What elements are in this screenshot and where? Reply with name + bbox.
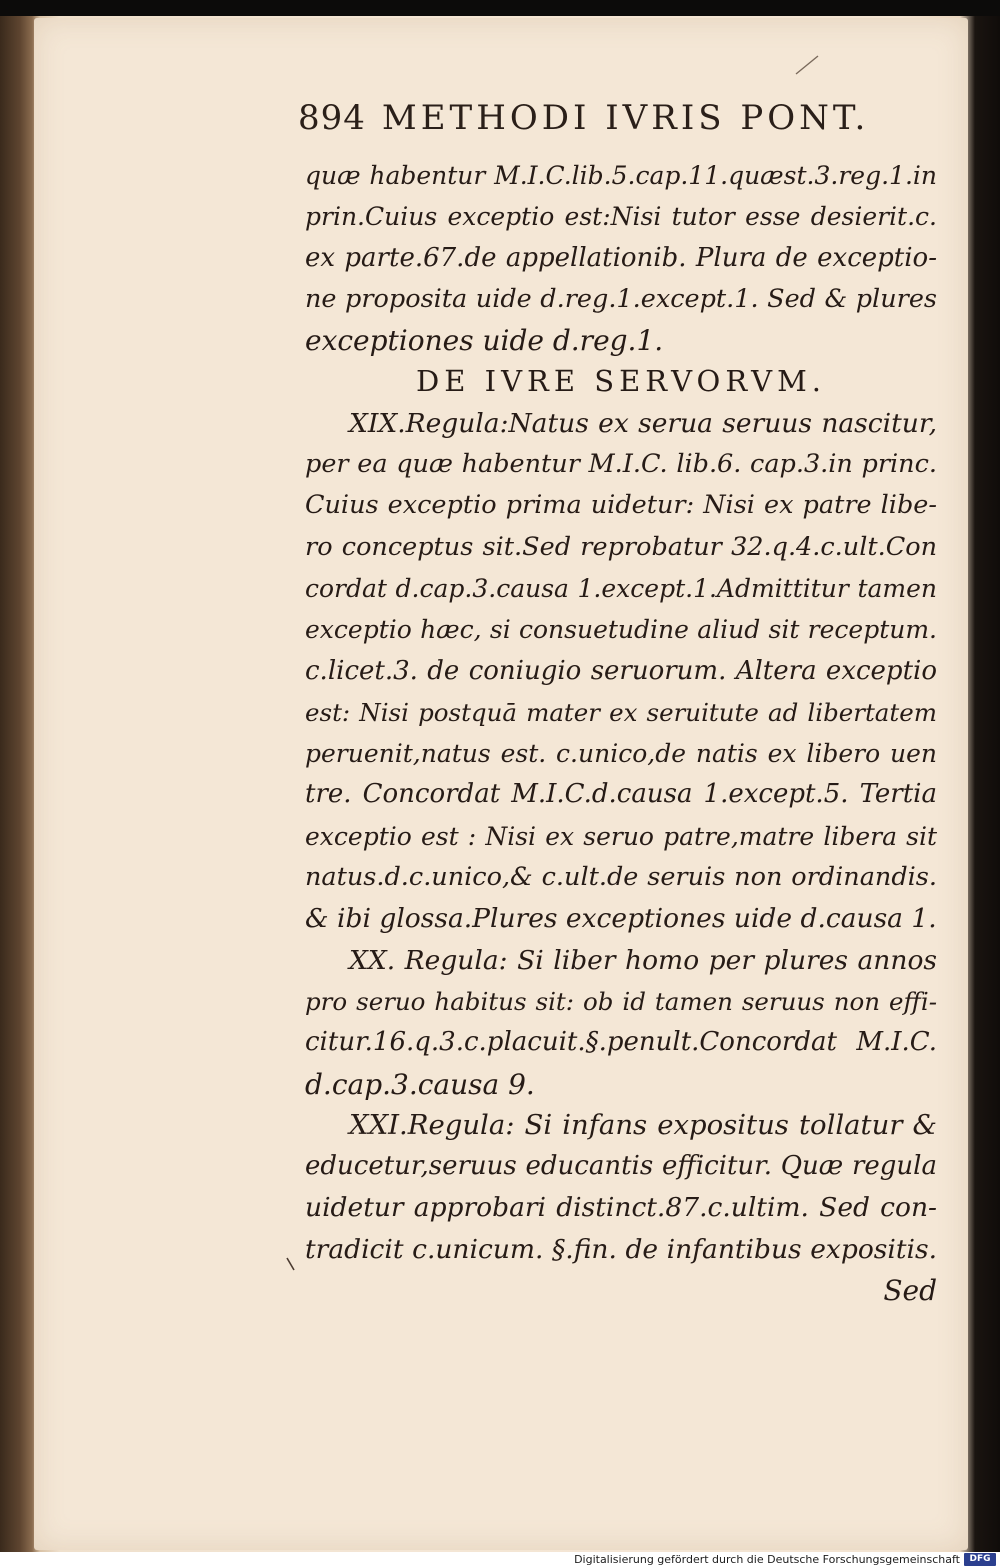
text-line: pro seruo habitus sit: ob id tamen seruus non effi-: [305, 986, 937, 1016]
text-line: cordat d.cap.3.causa 1.except.1.Admittitur tamen: [305, 573, 937, 603]
section-heading: DE IVRE SERVORVM.: [416, 364, 826, 399]
text-line: & ibi glossa.Plures exceptiones uide d.causa 1.: [305, 903, 937, 935]
text-line: ne proposita uide d.reg.1.except.1. Sed & plures: [305, 283, 937, 314]
text-line: exceptio est : Nisi ex seruo patre,matre libera sit: [305, 821, 937, 851]
rule-heading-line: XIX.Regula:Natus ex serua seruus nascitur,: [349, 407, 937, 439]
text-line: tre. Concordat M.I.C.d.causa 1.except.5. Tertia: [305, 779, 937, 810]
catchword: Sed: [883, 1274, 937, 1308]
text-line: d.cap.3.causa 9.: [305, 1067, 535, 1101]
text-line: natus.d.c.unico,& c.ult.de seruis non ordinandis.: [305, 862, 937, 893]
text-line: uidetur approbari distinct.87.c.ultim. Sed con-: [305, 1192, 937, 1224]
digitization-footer: [0, 1552, 1000, 1568]
running-header: [298, 98, 938, 138]
footer-credit: Digitalisierung gefördert durch die Deutsche Forschungsgemeinschaft: [574, 1553, 960, 1566]
text-line: Cuius exceptio prima uidetur: Nisi ex patre libe-: [305, 490, 937, 521]
text-line: per ea quæ habentur M.I.C. lib.6. cap.3.in princ.: [305, 449, 937, 480]
text-line: tradicit c.unicum. §.fin. de infantibus expositis.: [305, 1233, 937, 1265]
text-line: ro conceptus sit.Sed reprobatur 32.q.4.c.ult.Con: [305, 531, 937, 562]
rule-heading-line: XX. Regula: Si liber homo per plures annos: [349, 944, 937, 976]
text-line: educetur,seruus educantis efficitur. Quæ regula: [305, 1151, 937, 1182]
text-line: est: Nisi postquā mater ex seruitute ad libertatem: [305, 697, 937, 727]
body-text: [305, 155, 937, 1311]
text-line: c.licet.3. de coniugio seruorum. Altera exceptio: [305, 655, 937, 686]
page-number: 894: [298, 98, 366, 138]
text-line: citur.16.q.3.c.placuit.§.penult.Concordat M.I.C.: [305, 1027, 937, 1058]
text-line: prin.Cuius exceptio est:Nisi tutor esse desierit.c.: [305, 202, 937, 232]
text-line: exceptiones uide d.reg.1.: [305, 324, 664, 358]
text-line: exceptio hæc, si consuetudine aliud sit receptum.: [305, 615, 937, 645]
margin-tick-icon: [284, 1256, 298, 1274]
pencil-mark-icon: [794, 52, 820, 78]
running-title: METHODI IVRIS PONT.: [381, 98, 870, 138]
scan-top-border: [0, 0, 1000, 16]
text-line: peruenit,natus est. c.unico,de natis ex libero uen: [305, 739, 937, 769]
rule-heading-line: XXI.Regula: Si infans expositus tollatur &: [349, 1108, 937, 1141]
dfg-logo-icon: DFG: [964, 1553, 996, 1566]
text-line: quæ habentur M.I.C.lib.5.cap.11.quæst.3.reg.1.in: [305, 161, 937, 190]
text-line: ex parte.67.de appellationib. Plura de exceptio-: [305, 242, 937, 273]
